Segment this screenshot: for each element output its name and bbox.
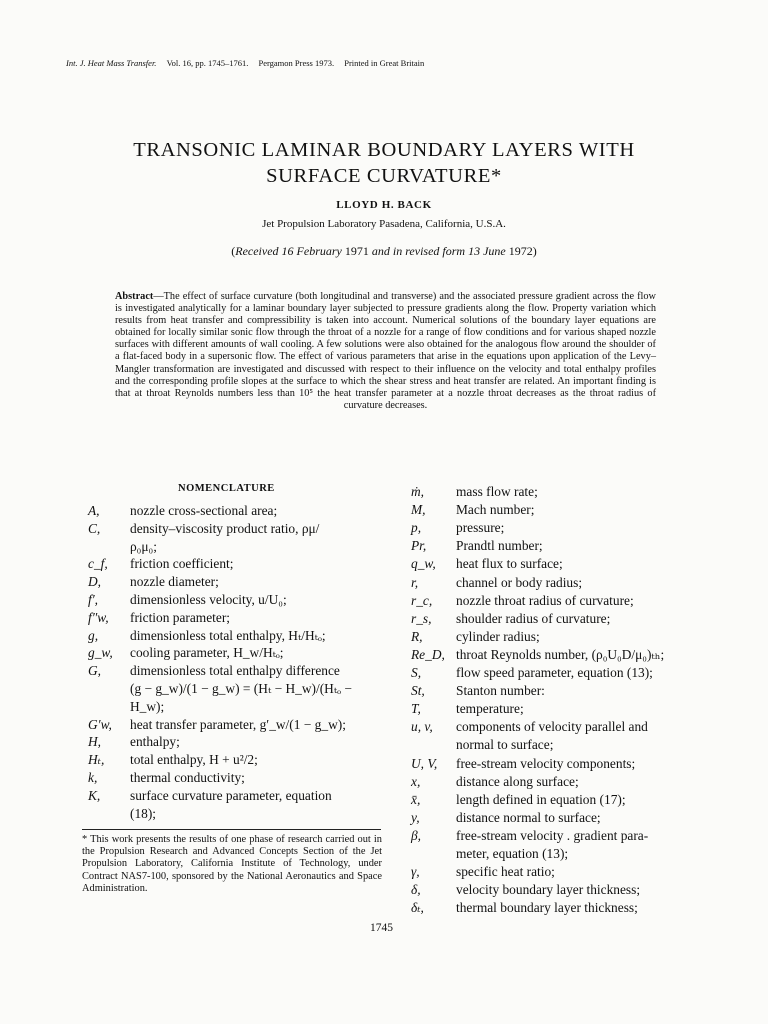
nomenclature-definition: mass flow rate; (456, 484, 538, 499)
nomenclature-definition: ρ₀μ₀; (130, 538, 157, 554)
nomenclature-definition: dimensionless total enthalpy difference (130, 663, 340, 679)
nomenclature-heading: NOMENCLATURE (178, 483, 275, 494)
nomenclature-definition: Stanton number: (456, 683, 545, 699)
nomenclature-symbol: k, (88, 770, 98, 785)
nomenclature-definition: temperature; (456, 701, 524, 717)
nomenclature-symbol: R, (411, 628, 423, 644)
nomenclature-definition: shoulder radius of curvature; (456, 610, 611, 626)
nomenclature-definition: components of velocity parallel and (456, 719, 648, 735)
nomenclature-definition: flow speed parameter, equation (13); (456, 665, 653, 680)
nomenclature-definition: normal to surface; (456, 737, 554, 753)
nomenclature-symbol: g_w, (88, 645, 113, 661)
page-number: 1745 (370, 922, 393, 934)
received-date: 16 February (278, 244, 345, 258)
nomenclature-symbol: G, (88, 663, 102, 679)
nomenclature-definition: Prandtl number; (456, 538, 543, 554)
title-line-2: SURFACE CURVATURE* (266, 165, 502, 187)
revised-label: and in revised form (371, 244, 466, 258)
nomenclature-definition: channel or body radius; (456, 574, 583, 590)
author-affiliation: Jet Propulsion Laboratory Pasadena, California, U.S.A. (262, 218, 506, 230)
nomenclature-symbol: p, (411, 520, 422, 536)
journal-volume: Vol. 16, pp. 1745–1761. (166, 58, 249, 68)
paper-title (0, 137, 768, 189)
nomenclature-definition: enthalpy; (130, 734, 180, 750)
nomenclature-definition: heat flux to surface; (456, 556, 563, 572)
nomenclature-symbol: γ, (411, 864, 420, 880)
nomenclature-symbol: Re_D, (411, 646, 445, 662)
nomenclature-definition: thermal boundary layer thickness; (456, 900, 638, 916)
nomenclature-definition: free-stream velocity components; (456, 755, 636, 771)
revised-date: 13 June (465, 244, 509, 258)
nomenclature-definition: distance normal to surface; (456, 809, 601, 825)
nomenclature-definition: heat transfer parameter, g′_w/(1 − g_w); (130, 716, 346, 732)
nomenclature-symbol: M, (411, 502, 426, 518)
nomenclature-symbol: St, (411, 683, 425, 699)
nomenclature-symbol: f″w, (88, 609, 109, 625)
nomenclature-definition: free-stream velocity . gradient para- (456, 827, 649, 843)
journal-header (66, 58, 424, 68)
author-name: LLOYD H. BACK (336, 199, 432, 211)
footnote-rule (82, 829, 381, 830)
received-label: Received (235, 244, 279, 258)
nomenclature-definition: friction coefficient; (130, 556, 234, 572)
received-dates (0, 244, 768, 259)
nomenclature-symbol: x, (411, 773, 421, 789)
nomenclature-symbol: r_s, (411, 610, 432, 626)
nomenclature-symbol: r_c, (411, 592, 433, 608)
nomenclature-definition: (18); (130, 805, 157, 821)
nomenclature-symbol: δₜ, (411, 900, 424, 916)
nomenclature-definition: dimensionless total enthalpy, Hₜ/Hₜₒ; (130, 627, 326, 643)
nomenclature-symbol: H, (88, 734, 102, 750)
nomenclature-symbol: D, (88, 574, 102, 590)
nomenclature-symbol: f′, (88, 592, 98, 607)
nomenclature-symbol: u, v, (411, 719, 433, 735)
received-year: 1971 (344, 244, 372, 258)
nomenclature-symbol: r, (411, 574, 419, 590)
nomenclature-symbol: δ, (411, 882, 421, 898)
nomenclature-definition: distance along surface; (456, 773, 579, 789)
received-open: ( (231, 244, 236, 258)
nomenclature-symbol: c_f, (88, 556, 108, 572)
journal-publisher: Pergamon Press 1973. (258, 58, 335, 68)
nomenclature-definition: Mach number; (456, 502, 535, 518)
nomenclature-definition: pressure; (456, 520, 505, 536)
abstract-text: —The effect of surface curvature (both longitudinal and transverse) and the associated pressure gradient across the flow is investigated analytically for a laminar boundary layer subjected to pressure gradients along the flow. Property variation which results from heat transfer and compressibility is taken into account. Numerical solutions of the boundary layer equations are obtained for locally similar sonic flow through the throat of a nozzle for a range of flow conditions and for various shaped nozzle surfaces with different amounts of wall cooling. A few solutions were also obtained for the analogous flow around the shoulder of a flat-faced body in a supersonic flow. The effect of various parameters that arise in the equations upon application of the Levy–Mangler transformation are investigated and discussed with respect to their influence on the velocity and total enthalpy profiles and the corresponding profile slopes at the surface to which the shear stress and heat transfer are related. An important finding is that at throat Reynolds numbers less than 10⁵ the heat transfer parameter at a nozzle throat decreases as the throat radius of curvature decreases. (115, 291, 656, 411)
nomenclature-definition: dimensionless velocity, u/U₀; (130, 592, 287, 607)
footnote: * This work presents the results of one phase of research carried out in the Propulsion Research and Advanced Concepts Section of the Jet Propulsion Laboratory, California Institute of Technology, under Contract NAS7-100, sponsored by the National Aeronautics and Space Administration. (82, 834, 382, 894)
nomenclature-definition: surface curvature parameter, equation (130, 787, 332, 803)
nomenclature-symbol: U, V, (411, 755, 438, 771)
nomenclature-definition: thermal conductivity; (130, 770, 245, 785)
nomenclature-definition: cooling parameter, H_w/Hₜₒ; (130, 645, 284, 661)
nomenclature-symbol: Pr, (411, 538, 427, 554)
nomenclature-symbol: Hₜ, (88, 752, 105, 768)
nomenclature-definition: specific heat ratio; (456, 864, 555, 880)
nomenclature-symbol: S, (411, 665, 422, 680)
nomenclature-symbol: q_w, (411, 556, 436, 572)
nomenclature-symbol: β, (411, 827, 422, 843)
title-line-1: TRANSONIC LAMINAR BOUNDARY LAYERS WITH (133, 139, 635, 161)
nomenclature-definition: length defined in equation (17); (456, 791, 626, 807)
abstract (115, 291, 656, 412)
nomenclature-symbol: y, (411, 809, 420, 825)
nomenclature-symbol: T, (411, 701, 421, 717)
nomenclature-symbol: g, (88, 627, 99, 643)
nomenclature-definition: friction parameter; (130, 609, 231, 625)
nomenclature-definition: meter, equation (13); (456, 846, 569, 861)
nomenclature-definition: throat Reynolds number, (ρ₀U₀D/μ₀)ₜₕ; (456, 646, 665, 662)
nomenclature-definition: velocity boundary layer thickness; (456, 882, 641, 898)
nomenclature-symbol: A, (88, 503, 100, 518)
nomenclature-definition: density–viscosity product ratio, ρμ/ (130, 520, 320, 536)
abstract-label: Abstract (115, 291, 154, 302)
nomenclature-symbol: K, (88, 787, 101, 803)
nomenclature-definition: H_w); (130, 698, 165, 714)
nomenclature-definition: cylinder radius; (456, 628, 540, 644)
journal-printed: Printed in Great Britain (344, 58, 425, 68)
nomenclature-definition: (g − g_w)/(1 − g_w) = (Hₜ − H_w)/(Hₜₒ − (130, 681, 352, 696)
revised-year: 1972) (508, 244, 537, 258)
nomenclature-definition: nozzle throat radius of curvature; (456, 592, 634, 608)
nomenclature-definition: nozzle diameter; (130, 574, 219, 590)
nomenclature-symbol: C, (88, 520, 101, 536)
nomenclature-symbol: ṁ, (411, 484, 425, 499)
nomenclature-symbol: G′w, (88, 716, 112, 732)
nomenclature-definition: nozzle cross-sectional area; (130, 503, 278, 518)
nomenclature-symbol: x̄, (411, 791, 421, 807)
journal-name: Int. J. Heat Mass Transfer. (66, 58, 157, 68)
nomenclature-definition: total enthalpy, H + u²/2; (130, 752, 258, 768)
